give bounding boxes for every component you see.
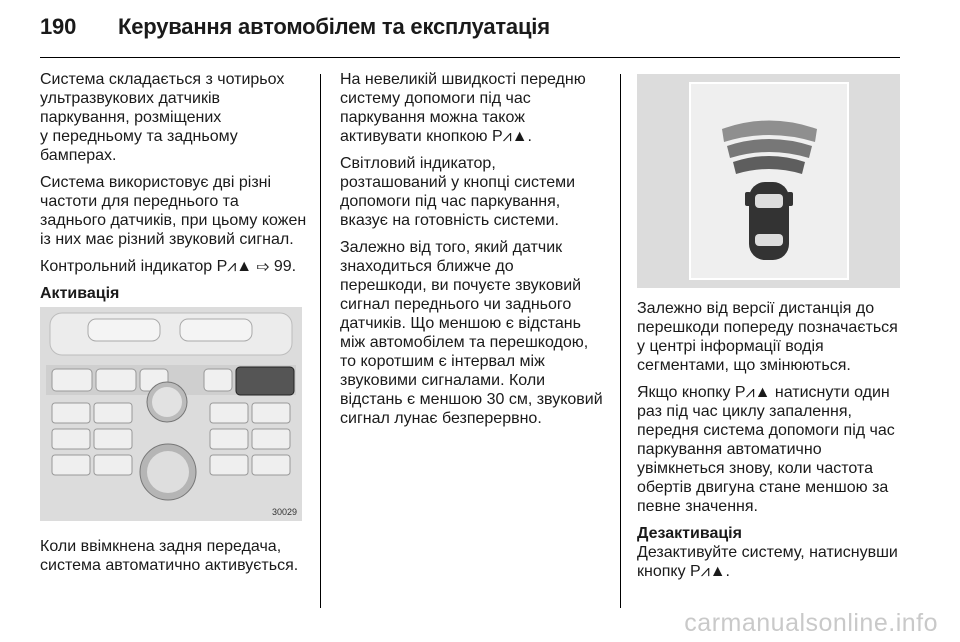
paragraph-auto-reactivation: Якщо кнопку P⩘▲ натиснути один раз під час циклу запалення, передня система допомоги під час паркування автоматично увімкнеться знову, коли частота обертів двигуна стане меншою за певне значення. [637,384,895,515]
paragraph-indicator-ref: Контрольний індикатор P⩘▲ ⇨ 99. [40,258,297,275]
deactivation-section [637,524,902,581]
paragraph-display-segments: Залежно від версії дистанція до перешкоди попереду позначається у центрі інформації водія сегментами, що змінюються. [637,300,898,374]
figure-number: 30029 [272,507,298,517]
paragraph-low-speed: На невеликій швидкості передню систему допомоги під час паркування можна також активувати кнопкою P⩘▲. [340,71,586,145]
column-3 [637,299,902,581]
paragraph-proximity: Залежно від того, який датчик знаходиться ближче до перешкоди, ви почуєте звуковий сигнал переднього чи заднього датчиків. Що меншою є відстань між автомобілем та перешкодою, то коротшим є інтервал між звуковими сигналами. Коли відстань є меншою 30 см, звуковий сигнал лунає безперервно. [340,239,603,427]
paragraph-deactivation: Дезактивуйте систему, натиснувши кнопку P⩘▲. [637,544,898,580]
page-title: Керування автомобілем та експлуатація [118,14,550,39]
column-1 [40,70,308,311]
header-rule [40,57,900,58]
watermark: carmanualsonline.info [684,609,938,637]
page-number: 190 [40,14,77,39]
figure-caption: Коли ввімкнена задня передача, система автоматично активується. [40,538,299,574]
paragraph-indicator-light: Світловий індикатор, розташований у кнопці системи допомоги під час паркування, вказує на готовність системи. [340,155,576,229]
heading-activation: Активація [40,285,120,302]
heading-deactivation: Дезактивація [637,525,742,542]
column-divider [320,74,321,608]
paragraph-sensors: Система складається з чотирьох ультразвукових датчиків паркування, розміщених у передньому та задньому бамперах. [40,71,285,164]
paragraph-frequencies: Система використовує дві різні частоти для переднього та заднього датчиків, при цьому кожен із них має різний звуковий сигнал. [40,174,307,248]
driver-info-display-figure [637,74,900,288]
page-header [40,14,550,40]
column-2 [340,70,610,436]
control-panel-figure [40,307,302,521]
column-divider [620,74,621,608]
